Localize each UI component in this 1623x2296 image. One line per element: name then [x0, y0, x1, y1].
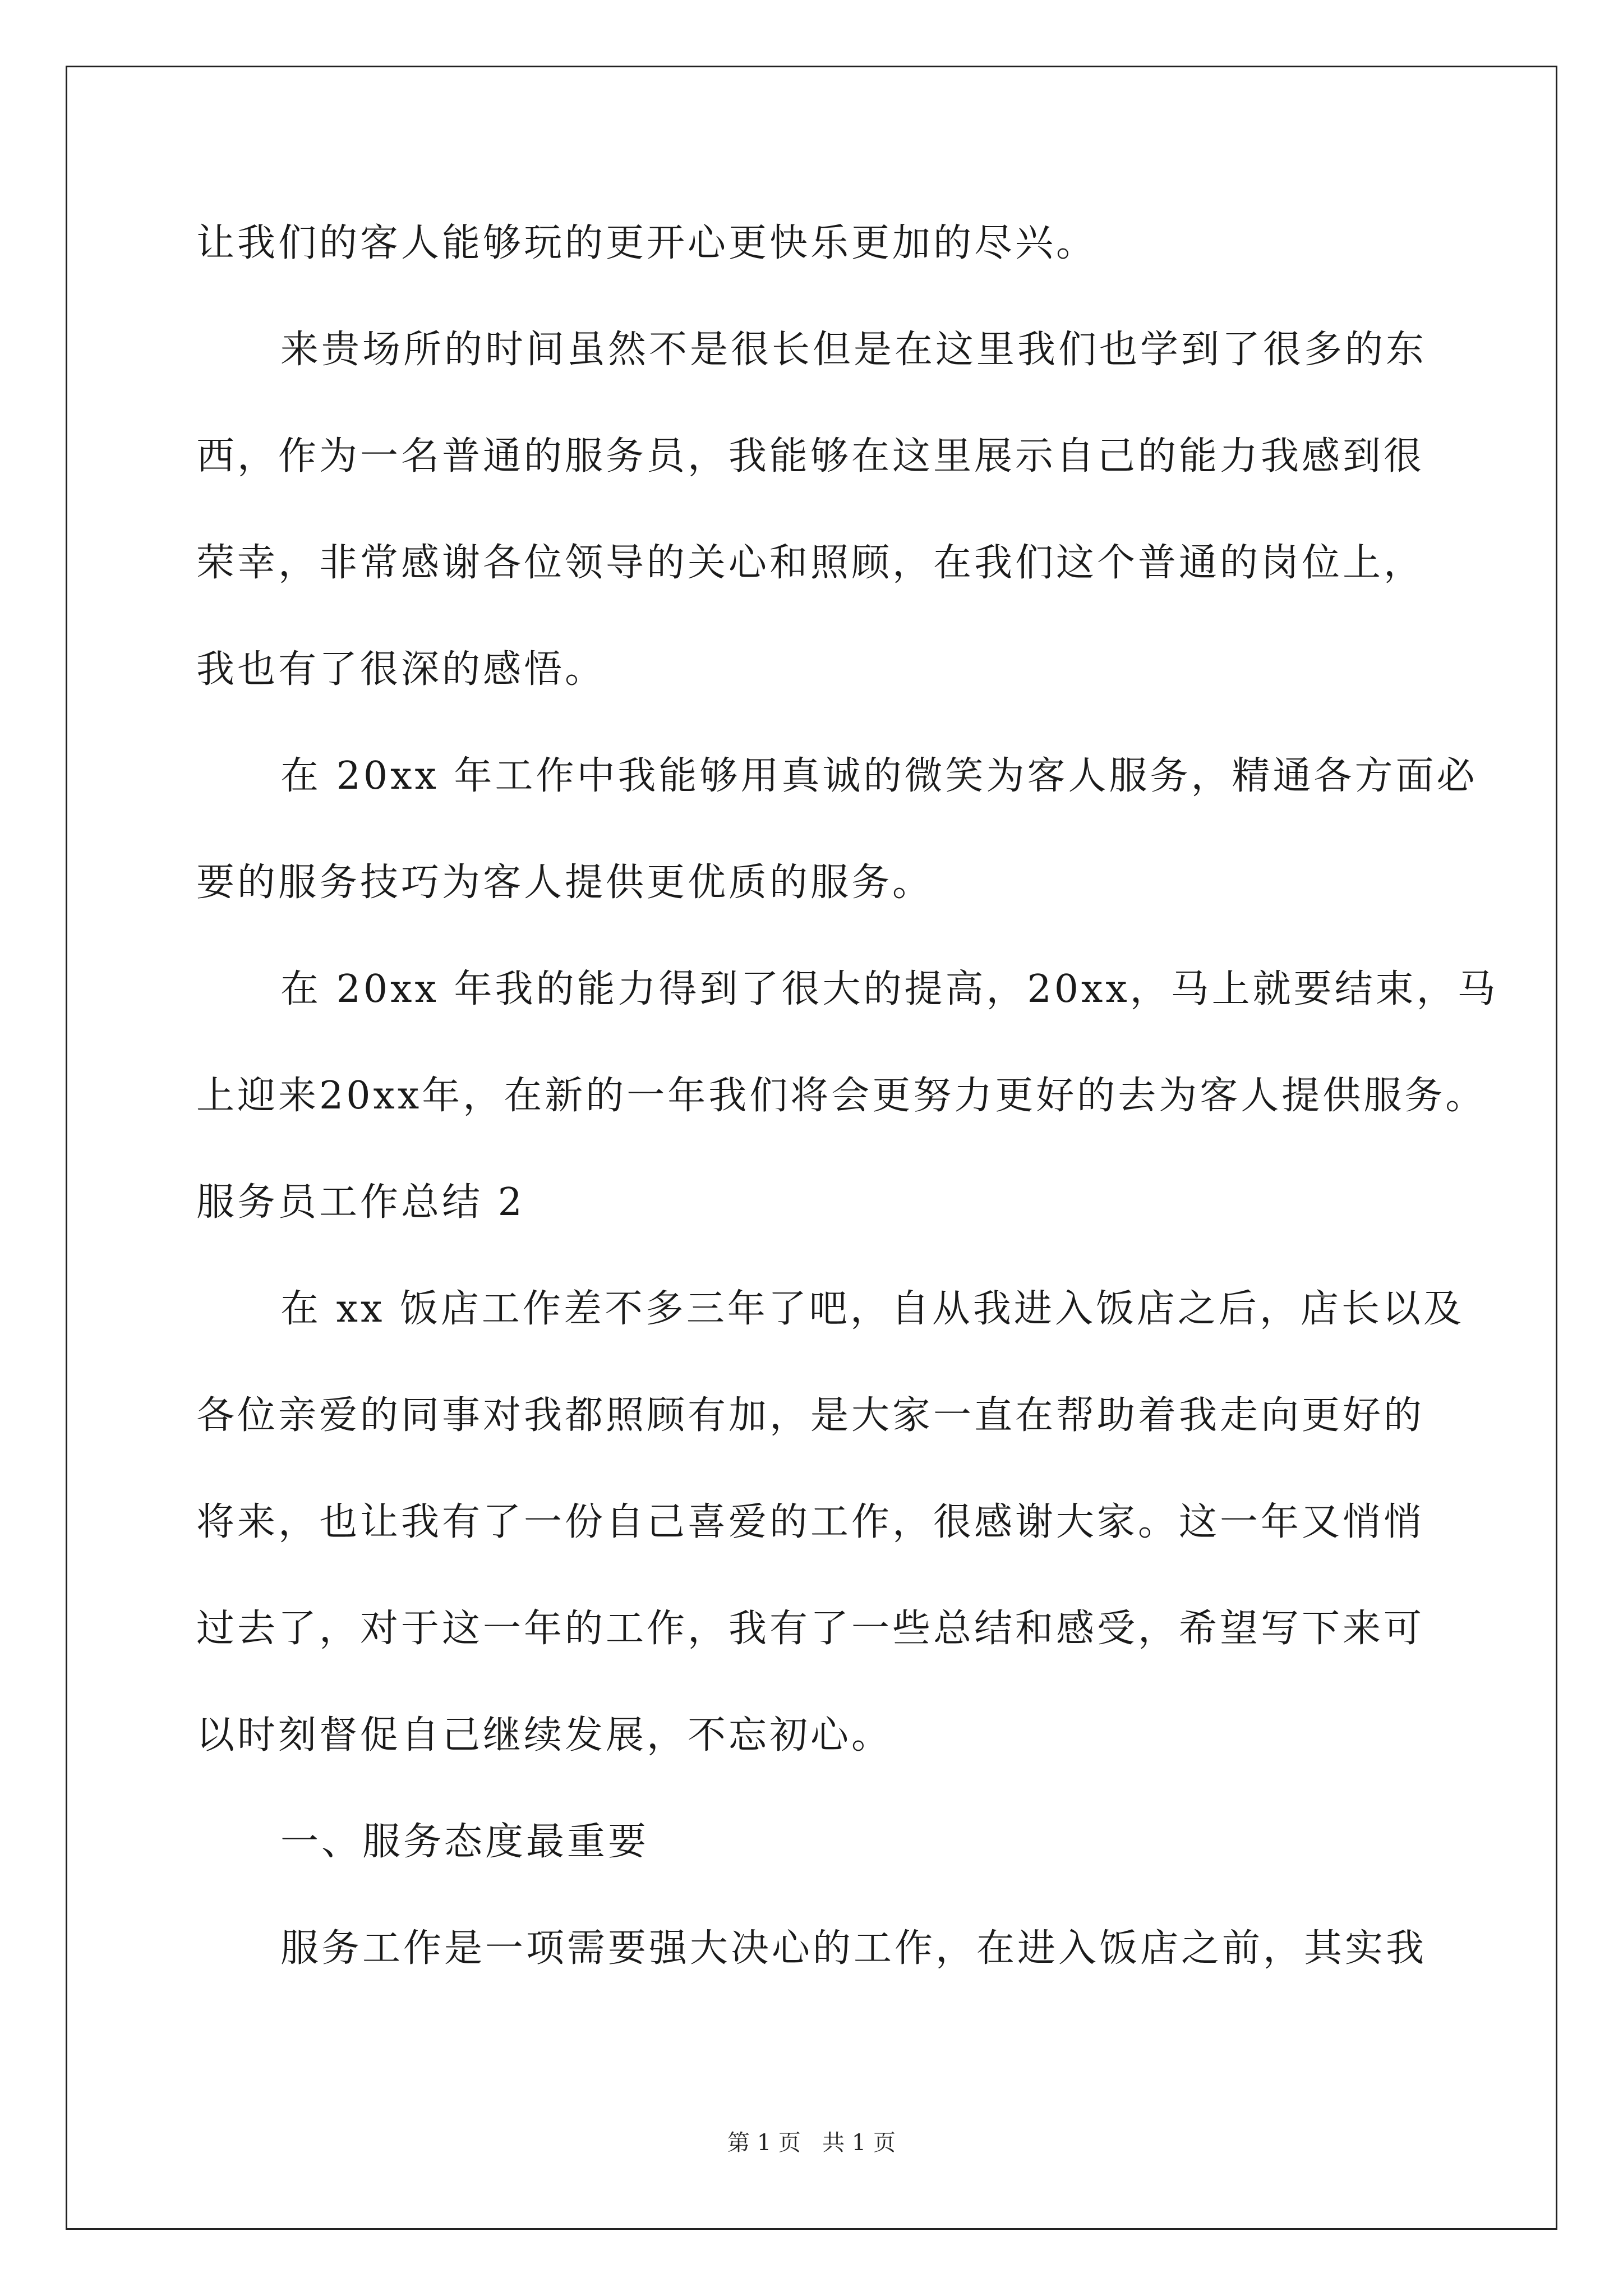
- text-line-14: 过去了，对于这一年的工作，我有了一些总结和感受，希望写下来可: [196, 1607, 1425, 1651]
- page-number-footer: 第 1 页 共 1 页: [727, 2130, 896, 2156]
- text-line-8: 在 20xx 年我的能力得到了很大的提高，20xx，马上就要结束，马: [280, 967, 1498, 1011]
- document-body: [196, 210, 1498, 2022]
- text-line-9: 上迎来20xx年，在新的一年我们将会更努力更好的去为客人提供服务。: [196, 1074, 1487, 1118]
- text-line-3: 西，作为一名普通的服务员，我能够在这里展示自己的能力我感到很: [196, 434, 1425, 478]
- section-heading: 服务员工作总结 2: [196, 1180, 525, 1225]
- text-line-13: 将来，也让我有了一份自己喜爱的工作，很感谢大家。这一年又悄悄: [196, 1500, 1425, 1544]
- text-line-12: 各位亲爱的同事对我都照顾有加，是大家一直在帮助着我走向更好的: [196, 1393, 1425, 1438]
- text-line-4: 荣幸，非常感谢各位领导的关心和照顾，在我们这个普通的岗位上，: [196, 541, 1425, 585]
- text-line-5: 我也有了很深的感悟。: [196, 647, 606, 692]
- text-line-11: 在 xx 饭店工作差不多三年了吧，自从我进入饭店之后，店长以及: [280, 1287, 1464, 1331]
- text-line-7: 要的服务技巧为客人提供更优质的服务。: [196, 861, 934, 905]
- subheading: 一、服务态度最重要: [280, 1820, 649, 1864]
- text-line-1: 让我们的客人能够玩的更开心更快乐更加的尽兴。: [196, 221, 1098, 265]
- text-line-2: 来贵场所的时间虽然不是很长但是在这里我们也学到了很多的东: [280, 328, 1427, 372]
- text-line-6: 在 20xx 年工作中我能够用真诚的微笑为客人服务，精通各方面必: [280, 754, 1478, 798]
- text-line-15: 以时刻督促自己继续发展，不忘初心。: [196, 1713, 893, 1757]
- text-line-17: 服务工作是一项需要强大决心的工作，在进入饭店之前，其实我: [280, 1926, 1427, 1971]
